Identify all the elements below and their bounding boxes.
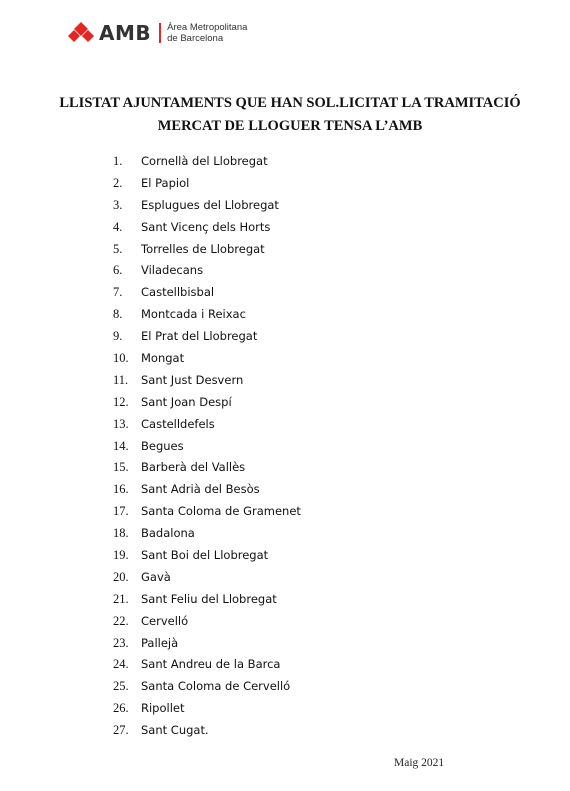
amb-diamond-logo-icon [68,20,94,46]
item-name: Mongat [141,351,185,366]
list-item [113,151,301,173]
item-number: 24. [113,657,129,672]
item-number: 3. [113,197,123,212]
item-name: Sant Vicenç dels Horts [141,219,271,234]
item-number: 4. [113,219,123,234]
list-item [113,698,301,720]
item-name: Esplugues del Llobregat [141,197,279,212]
item-number: 9. [113,329,123,344]
list-item [113,567,301,589]
item-name: Ripollet [141,701,185,716]
item-name: Sant Andreu de la Barca [141,657,281,672]
page-header [68,20,247,46]
item-name: Sant Feliu del Llobregat [141,591,277,606]
list-item [113,654,301,676]
item-name: Castellbisbal [141,285,215,300]
list-item [113,633,301,655]
logo-subtitle-line1: Àrea Metropolitana [167,22,248,33]
item-number: 8. [113,307,123,322]
list-item [113,545,301,567]
item-number: 5. [113,241,123,256]
list-item [113,304,301,326]
item-name: El Prat del Llobregat [141,329,258,344]
item-number: 13. [113,416,129,431]
item-name: Sant Joan Despí [141,394,232,409]
title-line-1: LLISTAT AJUNTAMENTS QUE HAN SOL.LICITAT LA TRAMITACIÓ [59,95,521,111]
list-item [113,217,301,239]
list-item [113,479,301,501]
item-number: 16. [113,482,129,497]
list-item [113,348,301,370]
list-item [113,523,301,545]
item-name: Viladecans [141,263,204,278]
item-number: 11. [113,372,129,387]
list-item [113,282,301,304]
item-name: Sant Just Desvern [141,372,244,387]
list-item [113,589,301,611]
item-name: Gavà [141,569,171,584]
item-name: Torrelles de Llobregat [141,241,265,256]
item-number: 1. [113,154,123,168]
list-item [113,195,301,217]
item-name: Barberà del Vallès [141,460,246,475]
list-item [113,392,301,414]
item-number: 10. [113,351,129,366]
item-name: Montcada i Reixac [141,307,246,322]
item-name: Sant Adrià del Besòs [141,482,260,497]
item-number: 2. [113,175,123,190]
item-number: 26. [113,701,129,716]
item-number: 18. [113,526,129,541]
item-name: Sant Cugat. [141,723,209,738]
document-title [40,92,540,138]
item-name: Santa Coloma de Cervelló [141,679,291,694]
list-item [113,326,301,348]
item-name: Begues [141,438,184,453]
item-number: 7. [113,285,123,300]
municipalities-list [113,151,301,742]
item-number: 14. [113,438,129,453]
list-item [113,676,301,698]
list-item [113,436,301,458]
item-number: 17. [113,504,129,519]
item-name: Santa Coloma de Gramenet [141,504,301,519]
item-number: 27. [113,723,129,738]
item-number: 20. [113,569,129,584]
item-name: Badalona [141,526,195,541]
list-item [113,414,301,436]
item-number: 21. [113,591,129,606]
item-number: 12. [113,394,129,409]
item-name: Castelldefels [141,416,215,431]
item-name: Pallejà [141,635,179,650]
list-item [113,457,301,479]
list-item [113,720,301,742]
list-item [113,239,301,261]
document-date: Maig 2021 [394,757,445,769]
list-item [113,173,301,195]
item-number: 22. [113,613,129,628]
title-line-2: MERCAT DE LLOGUER TENSA L’AMB [157,118,423,134]
item-number: 6. [113,263,123,278]
item-number: 15. [113,460,129,475]
item-name: El Papiol [141,175,190,190]
item-name: Sant Boi del Llobregat [141,548,269,563]
logo-subtitle [167,22,247,44]
item-number: 19. [113,548,129,563]
item-name: Cervelló [141,613,189,628]
list-item [113,611,301,633]
list-item [113,370,301,392]
item-number: 25. [113,679,129,694]
logo-text: AMB [99,21,152,45]
list-item [113,260,301,282]
list-item [113,501,301,523]
logo-divider [159,23,161,43]
logo-subtitle-line2: de Barcelona [167,33,224,44]
item-name: Cornellà del Llobregat [141,154,268,168]
item-number: 23. [113,635,129,650]
